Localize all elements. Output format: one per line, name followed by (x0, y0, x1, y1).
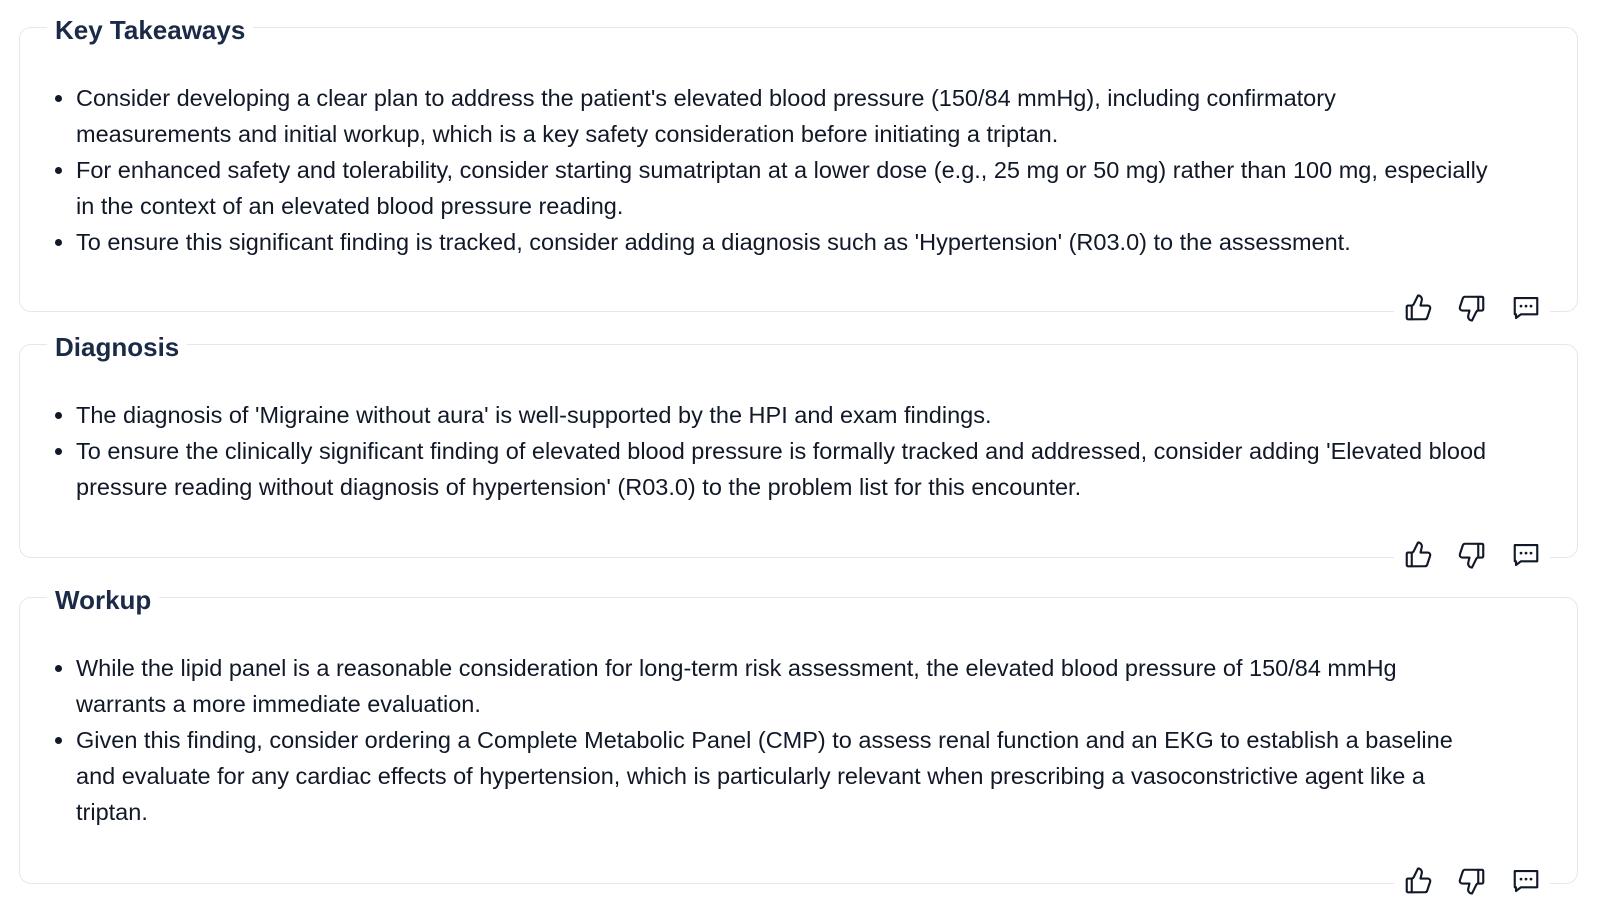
thumbs-up-button[interactable] (1402, 865, 1434, 897)
feedback-actions (1394, 292, 1550, 324)
thumbs-down-button[interactable] (1456, 292, 1488, 324)
thumbs-up-button[interactable] (1402, 539, 1434, 571)
list-item: While the lipid panel is a reasonable consideration for long-term risk assessment, the elevated blood pressure of 150/84 mmHg warrants a more immediate evaluation. (76, 650, 1488, 722)
key-takeaways-section (19, 0, 1578, 318)
comment-icon (1511, 293, 1541, 323)
thumbs-up-icon (1403, 293, 1433, 323)
list-item: Given this finding, consider ordering a Complete Metabolic Panel (CMP) to assess renal function and an EKG to establish a baseline and evaluate for any cardiac effects of hypertension, which is particularly relevant when prescribing a vasoconstrictive agent like a triptan. (76, 722, 1488, 830)
comment-icon (1511, 540, 1541, 570)
workup-list (55, 650, 1488, 830)
thumbs-up-icon (1403, 540, 1433, 570)
thumbs-down-icon (1457, 866, 1487, 896)
section-title: Diagnosis (47, 330, 187, 364)
section-title: Workup (47, 583, 159, 617)
workup-section (19, 583, 1578, 911)
comment-button[interactable] (1510, 539, 1542, 571)
thumbs-down-button[interactable] (1456, 539, 1488, 571)
thumbs-down-icon (1457, 540, 1487, 570)
thumbs-up-button[interactable] (1402, 292, 1434, 324)
section-title: Key Takeaways (47, 13, 253, 47)
comment-button[interactable] (1510, 292, 1542, 324)
diagnosis-list (55, 397, 1488, 505)
list-item: The diagnosis of 'Migraine without aura' is well-supported by the HPI and exam findings. (76, 397, 1488, 433)
diagnosis-section (19, 330, 1578, 566)
feedback-actions (1394, 865, 1550, 897)
list-item: To ensure the clinically significant finding of elevated blood pressure is formally tracked and addressed, consider adding 'Elevated blood pressure reading without diagnosis of hypertension' (R03.0) to the problem list for this encounter. (76, 433, 1488, 505)
list-item: Consider developing a clear plan to address the patient's elevated blood pressure (150/84 mmHg), including confirmatory measurements and initial workup, which is a key safety consideration before initiating a triptan. (76, 80, 1488, 152)
list-item: For enhanced safety and tolerability, consider starting sumatriptan at a lower dose (e.g., 25 mg or 50 mg) rather than 100 mg, especially in the context of an elevated blood pressure reading. (76, 152, 1488, 224)
takeaways-list (55, 80, 1488, 260)
thumbs-up-icon (1403, 866, 1433, 896)
feedback-actions (1394, 539, 1550, 571)
comment-button[interactable] (1510, 865, 1542, 897)
list-item: To ensure this significant finding is tracked, consider adding a diagnosis such as 'Hypertension' (R03.0) to the assessment. (76, 224, 1488, 260)
thumbs-down-button[interactable] (1456, 865, 1488, 897)
comment-icon (1511, 866, 1541, 896)
thumbs-down-icon (1457, 293, 1487, 323)
